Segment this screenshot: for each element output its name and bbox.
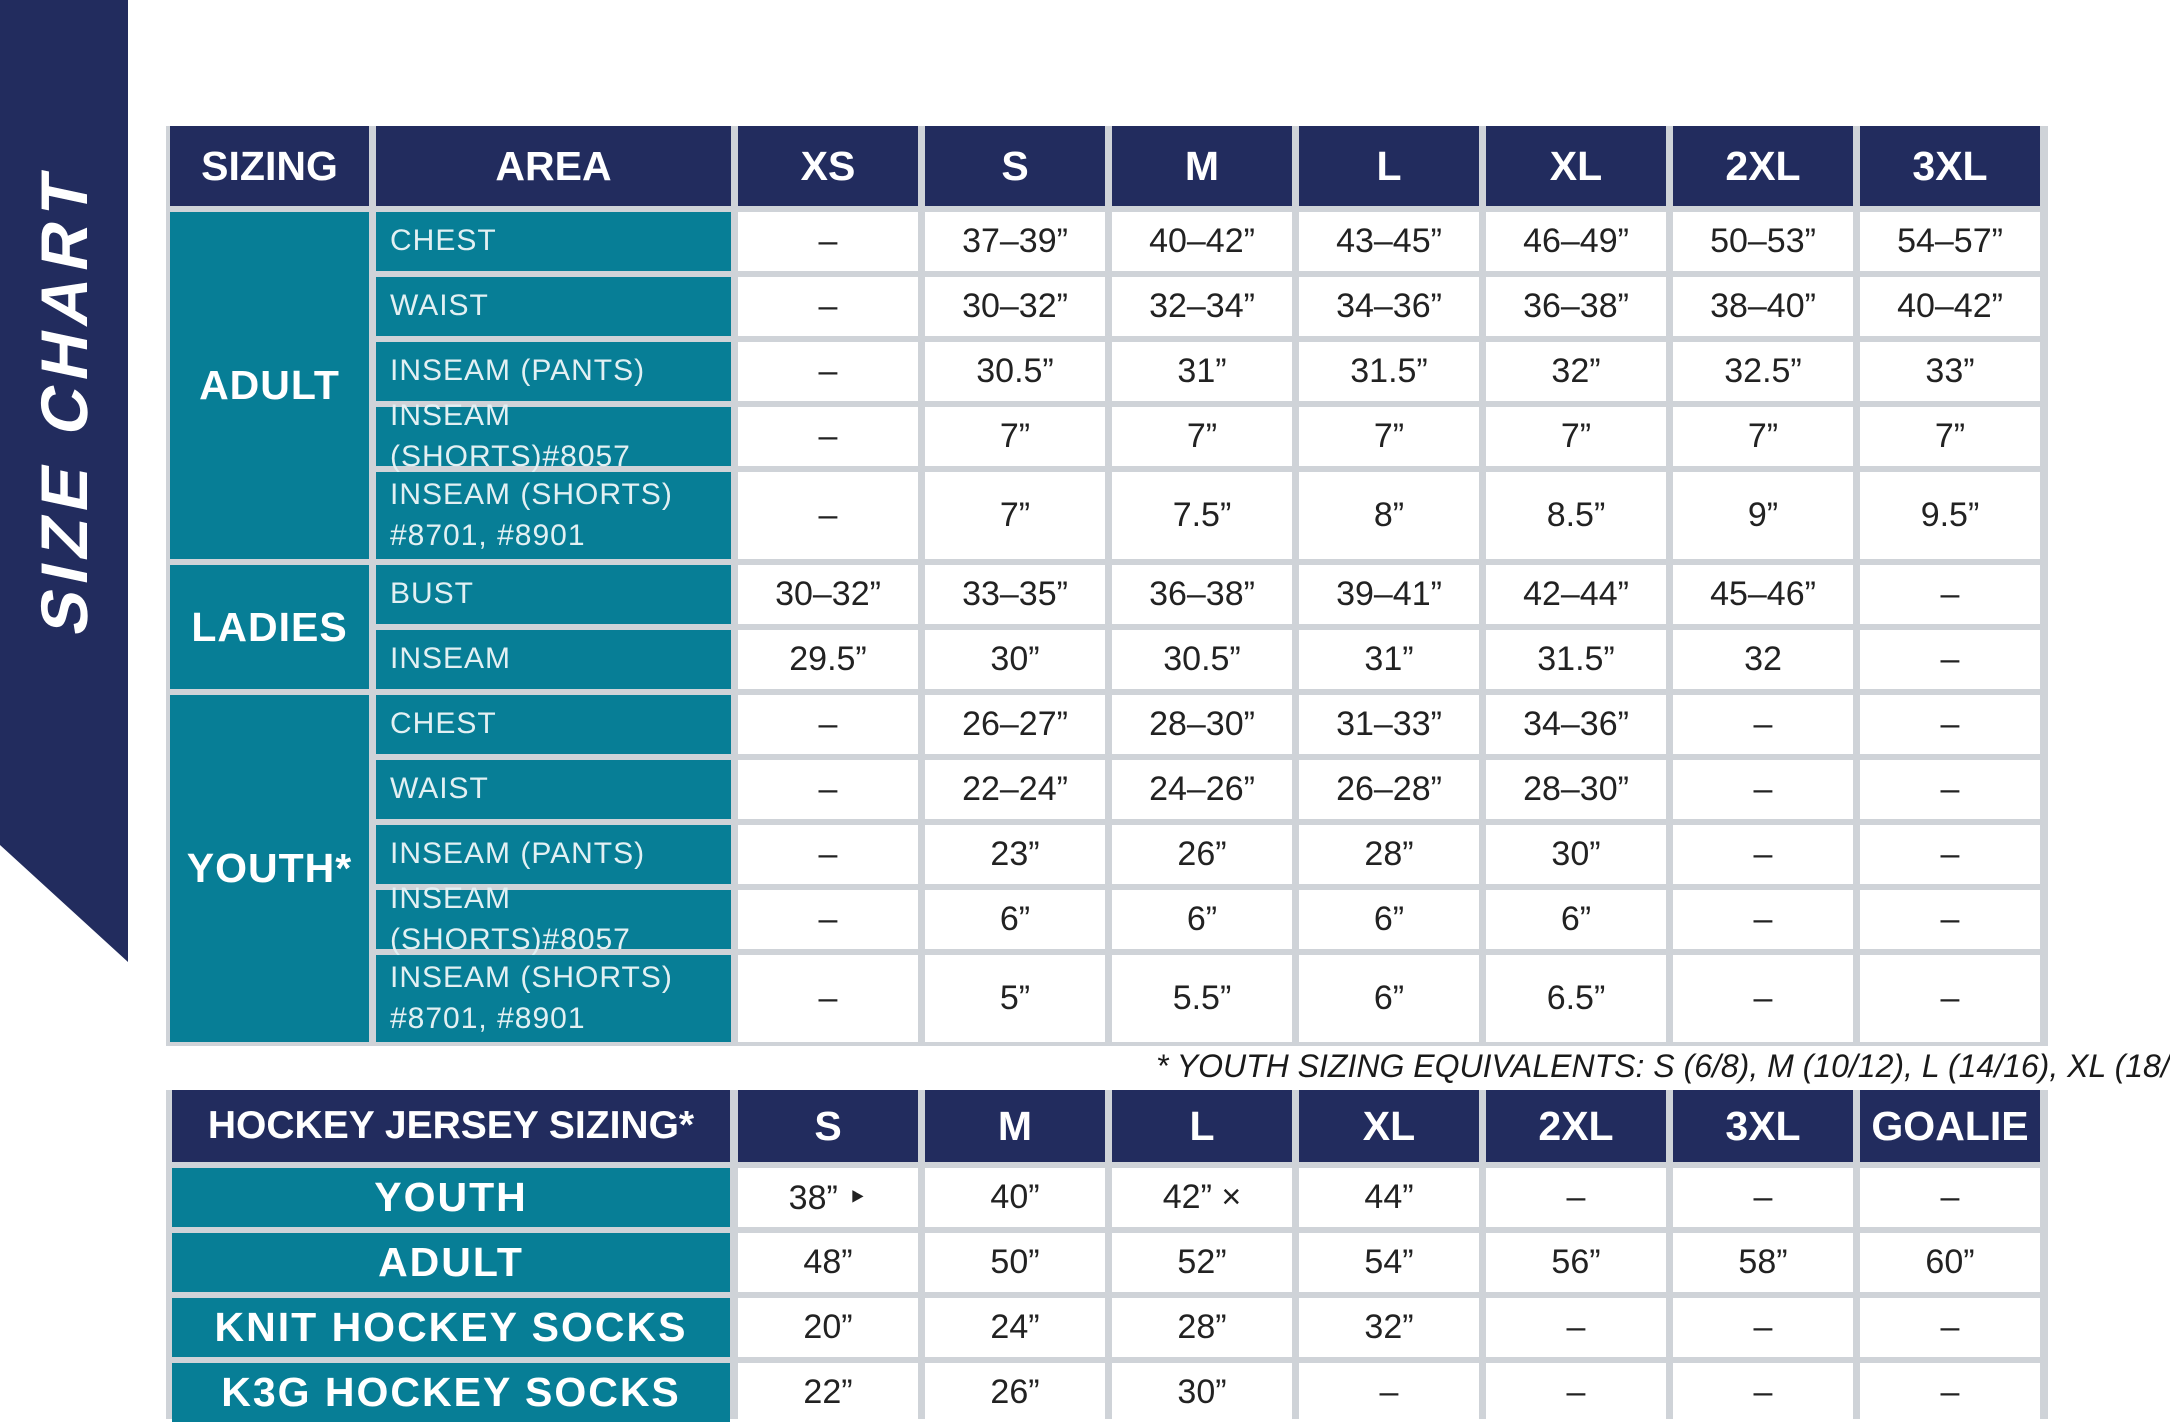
jersey-value-cell: – xyxy=(1486,1168,1666,1227)
size-value-cell: 7” xyxy=(1486,407,1666,466)
size-value-cell: 6” xyxy=(1486,890,1666,949)
size-value-cell: 42–44” xyxy=(1486,565,1666,624)
size-value-cell: – xyxy=(1673,955,1853,1042)
group-label-ladies: LADIES xyxy=(170,565,369,689)
size-value-cell: 39–41” xyxy=(1299,565,1479,624)
size-value-cell: 30” xyxy=(1486,825,1666,884)
area-label xyxy=(390,351,645,392)
jersey-value-cell: 20” xyxy=(738,1298,918,1357)
jersey-row-label: YOUTH xyxy=(172,1168,730,1227)
size-value-cell: 50–53” xyxy=(1673,212,1853,271)
size-value-cell: 36–38” xyxy=(1486,277,1666,336)
jersey-table xyxy=(166,1090,2048,1419)
size-value-cell: 26–27” xyxy=(925,695,1105,754)
size-value-cell: 30–32” xyxy=(738,565,918,624)
area-label xyxy=(390,704,497,745)
jersey-value-cell: 60” xyxy=(1860,1233,2040,1292)
area-label xyxy=(390,639,511,680)
size-value-cell: 36–38” xyxy=(1112,565,1292,624)
size-value-cell: 38–40” xyxy=(1673,277,1853,336)
jersey-value-cell: 26” xyxy=(925,1363,1105,1422)
size-value-cell: 32” xyxy=(1486,342,1666,401)
size-value-cell: 5” xyxy=(925,955,1105,1042)
jersey-value-cell: – xyxy=(1860,1363,2040,1422)
area-cell xyxy=(376,472,731,559)
size-value-cell: 32 xyxy=(1673,630,1853,689)
size-value-cell: – xyxy=(1673,695,1853,754)
size-value-cell: 26–28” xyxy=(1299,760,1479,819)
jersey-value-cell: 44” xyxy=(1299,1168,1479,1227)
size-value-cell: 33–35” xyxy=(925,565,1105,624)
size-value-cell: 54–57” xyxy=(1860,212,2040,271)
jersey-value-cell: 50” xyxy=(925,1233,1105,1292)
area-cell xyxy=(376,277,731,336)
area-label-line: INSEAM (SHORTS)#8057 xyxy=(390,399,631,473)
size-value-cell: 31–33” xyxy=(1299,695,1479,754)
area-label xyxy=(390,475,673,556)
size-value-cell: 30.5” xyxy=(925,342,1105,401)
size-value-cell: – xyxy=(738,277,918,336)
size-header-xl: XL xyxy=(1486,126,1666,206)
size-value-cell: 6” xyxy=(1112,890,1292,949)
size-value-cell: 6” xyxy=(925,890,1105,949)
size-value-cell: 28–30” xyxy=(1112,695,1292,754)
size-value-cell: 43–45” xyxy=(1299,212,1479,271)
banner-title: SIZE CHART xyxy=(27,159,101,641)
area-label-line: INSEAM (SHORTS) xyxy=(390,478,673,511)
size-value-cell: 6.5” xyxy=(1486,955,1666,1042)
jersey-value-cell: 32” xyxy=(1299,1298,1479,1357)
jersey-header-xl: XL xyxy=(1299,1090,1479,1162)
size-value-cell: – xyxy=(1860,825,2040,884)
jersey-row-label: ADULT xyxy=(172,1233,730,1292)
area-label-line: CHEST xyxy=(390,224,497,258)
size-value-cell: 7.5” xyxy=(1112,472,1292,559)
size-value-cell: 40–42” xyxy=(1860,277,2040,336)
area-cell xyxy=(376,565,731,624)
size-value-cell: – xyxy=(1860,630,2040,689)
size-value-cell: 32.5” xyxy=(1673,342,1853,401)
size-value-cell: 30” xyxy=(925,630,1105,689)
area-label-line: WAIST xyxy=(390,772,489,806)
size-value-cell: – xyxy=(1673,890,1853,949)
size-value-cell: – xyxy=(1860,695,2040,754)
size-value-cell: 30.5” xyxy=(1112,630,1292,689)
size-value-cell: 32–34” xyxy=(1112,277,1292,336)
size-value-cell: – xyxy=(738,955,918,1042)
area-label xyxy=(390,286,489,327)
area-label-line: INSEAM (PANTS) xyxy=(390,837,646,871)
size-value-cell: 7” xyxy=(925,472,1105,559)
area-cell xyxy=(376,882,731,956)
size-header-l: L xyxy=(1299,126,1479,206)
size-value-cell: – xyxy=(738,472,918,559)
jersey-value-cell: 42” × xyxy=(1112,1168,1292,1227)
area-cell xyxy=(376,399,731,473)
area-label-line: INSEAM (SHORTS) xyxy=(390,961,673,994)
jersey-value-cell: – xyxy=(1860,1168,2040,1227)
jersey-value-cell: – xyxy=(1486,1363,1666,1422)
area-label xyxy=(390,574,474,615)
size-value-cell: 6” xyxy=(1299,890,1479,949)
jersey-value-cell: 24” xyxy=(925,1298,1105,1357)
size-value-cell: – xyxy=(738,342,918,401)
area-label-line: INSEAM (PANTS) xyxy=(390,354,646,388)
jersey-header-s: S xyxy=(738,1090,918,1162)
size-value-cell: 34–36” xyxy=(1486,695,1666,754)
size-value-cell: – xyxy=(738,695,918,754)
size-header-area: AREA xyxy=(376,126,731,206)
jersey-row-label: K3G HOCKEY SOCKS xyxy=(172,1363,730,1422)
jersey-value-cell: 58” xyxy=(1673,1233,1853,1292)
size-value-cell: – xyxy=(738,212,918,271)
area-cell xyxy=(376,212,731,271)
jersey-value-cell: – xyxy=(1673,1363,1853,1422)
size-header-3xl: 3XL xyxy=(1860,126,2040,206)
size-value-cell: 8.5” xyxy=(1486,472,1666,559)
size-value-cell: 9” xyxy=(1673,472,1853,559)
size-value-cell: 31” xyxy=(1299,630,1479,689)
jersey-value-cell: – xyxy=(1673,1168,1853,1227)
jersey-value-cell: 40” xyxy=(925,1168,1105,1227)
area-label xyxy=(390,958,673,1039)
size-value-cell: 8” xyxy=(1299,472,1479,559)
area-label-line: BUST xyxy=(390,577,475,611)
size-value-cell: 34–36” xyxy=(1299,277,1479,336)
size-value-cell: 7” xyxy=(1299,407,1479,466)
size-value-cell: 33” xyxy=(1860,342,2040,401)
youth-sizing-footnote: * YOUTH SIZING EQUIVALENTS: S (6/8), M (10/12), L (14/16), XL (18/ xyxy=(1156,1048,2170,1084)
group-label-adult: ADULT xyxy=(170,212,369,559)
area-label xyxy=(390,221,497,262)
size-value-cell: 5.5” xyxy=(1112,955,1292,1042)
area-cell xyxy=(376,955,731,1042)
size-header-2xl: 2XL xyxy=(1673,126,1853,206)
jersey-row-label: KNIT HOCKEY SOCKS xyxy=(172,1298,730,1357)
size-value-cell: 24–26” xyxy=(1112,760,1292,819)
area-cell xyxy=(376,695,731,754)
jersey-value-cell: 38” ‣ xyxy=(738,1168,918,1227)
jersey-header-2xl: 2XL xyxy=(1486,1090,1666,1162)
size-value-cell: – xyxy=(1860,760,2040,819)
size-value-cell: – xyxy=(738,407,918,466)
size-value-cell: 46–49” xyxy=(1486,212,1666,271)
size-table xyxy=(166,126,2048,1046)
size-value-cell: 7” xyxy=(1860,407,2040,466)
size-value-cell: – xyxy=(1673,760,1853,819)
size-value-cell: 28” xyxy=(1299,825,1479,884)
size-header-s: S xyxy=(925,126,1105,206)
size-header-sizing: SIZING xyxy=(170,126,369,206)
jersey-value-cell: 22” xyxy=(738,1363,918,1422)
jersey-header-m: M xyxy=(925,1090,1105,1162)
area-label-line: INSEAM (SHORTS)#8057 xyxy=(390,882,631,956)
area-label xyxy=(390,834,645,875)
size-value-cell: 29.5” xyxy=(738,630,918,689)
size-value-cell: 9.5” xyxy=(1860,472,2040,559)
size-value-cell: 7” xyxy=(1673,407,1853,466)
size-value-cell: 40–42” xyxy=(1112,212,1292,271)
jersey-value-cell: 48” xyxy=(738,1233,918,1292)
size-value-cell: – xyxy=(1673,825,1853,884)
area-label-line: CHEST xyxy=(390,707,497,741)
jersey-value-cell: 54” xyxy=(1299,1233,1479,1292)
size-value-cell: – xyxy=(738,760,918,819)
group-label-youth: YOUTH* xyxy=(170,695,369,1042)
size-value-cell: 31.5” xyxy=(1486,630,1666,689)
size-value-cell: 26” xyxy=(1112,825,1292,884)
size-value-cell: – xyxy=(1860,565,2040,624)
size-value-cell: 45–46” xyxy=(1673,565,1853,624)
size-value-cell: 22–24” xyxy=(925,760,1105,819)
jersey-header-l: L xyxy=(1112,1090,1292,1162)
size-value-cell: 37–39” xyxy=(925,212,1105,271)
area-label xyxy=(390,879,731,960)
size-value-cell: 28–30” xyxy=(1486,760,1666,819)
jersey-value-cell: 56” xyxy=(1486,1233,1666,1292)
area-label-line: #8701, #8901 xyxy=(390,518,586,552)
jersey-value-cell: – xyxy=(1673,1298,1853,1357)
area-label xyxy=(390,769,489,810)
jersey-header-3xl: 3XL xyxy=(1673,1090,1853,1162)
jersey-value-cell: – xyxy=(1860,1298,2040,1357)
size-header-m: M xyxy=(1112,126,1292,206)
size-value-cell: 30–32” xyxy=(925,277,1105,336)
area-label xyxy=(390,396,731,477)
size-header-xs: XS xyxy=(738,126,918,206)
size-value-cell: 7” xyxy=(925,407,1105,466)
area-label-line: INSEAM xyxy=(390,642,512,676)
size-value-cell: – xyxy=(738,825,918,884)
area-label-line: #8701, #8901 xyxy=(390,1001,586,1035)
jersey-value-cell: 30” xyxy=(1112,1363,1292,1422)
size-value-cell: – xyxy=(738,890,918,949)
area-cell xyxy=(376,630,731,689)
area-label-line: WAIST xyxy=(390,289,489,323)
jersey-value-cell: 52” xyxy=(1112,1233,1292,1292)
size-value-cell: 31.5” xyxy=(1299,342,1479,401)
jersey-header-hockey-jersey-sizing: HOCKEY JERSEY SIZING* xyxy=(172,1090,730,1162)
jersey-value-cell: – xyxy=(1299,1363,1479,1422)
size-value-cell: 7” xyxy=(1112,407,1292,466)
area-cell xyxy=(376,342,731,401)
area-cell xyxy=(376,760,731,819)
area-cell xyxy=(376,825,731,884)
size-value-cell: – xyxy=(1860,955,2040,1042)
jersey-value-cell: – xyxy=(1486,1298,1666,1357)
jersey-header-goalie: GOALIE xyxy=(1860,1090,2040,1162)
size-value-cell: 23” xyxy=(925,825,1105,884)
size-value-cell: 31” xyxy=(1112,342,1292,401)
size-value-cell: – xyxy=(1860,890,2040,949)
jersey-value-cell: 28” xyxy=(1112,1298,1292,1357)
size-value-cell: 6” xyxy=(1299,955,1479,1042)
